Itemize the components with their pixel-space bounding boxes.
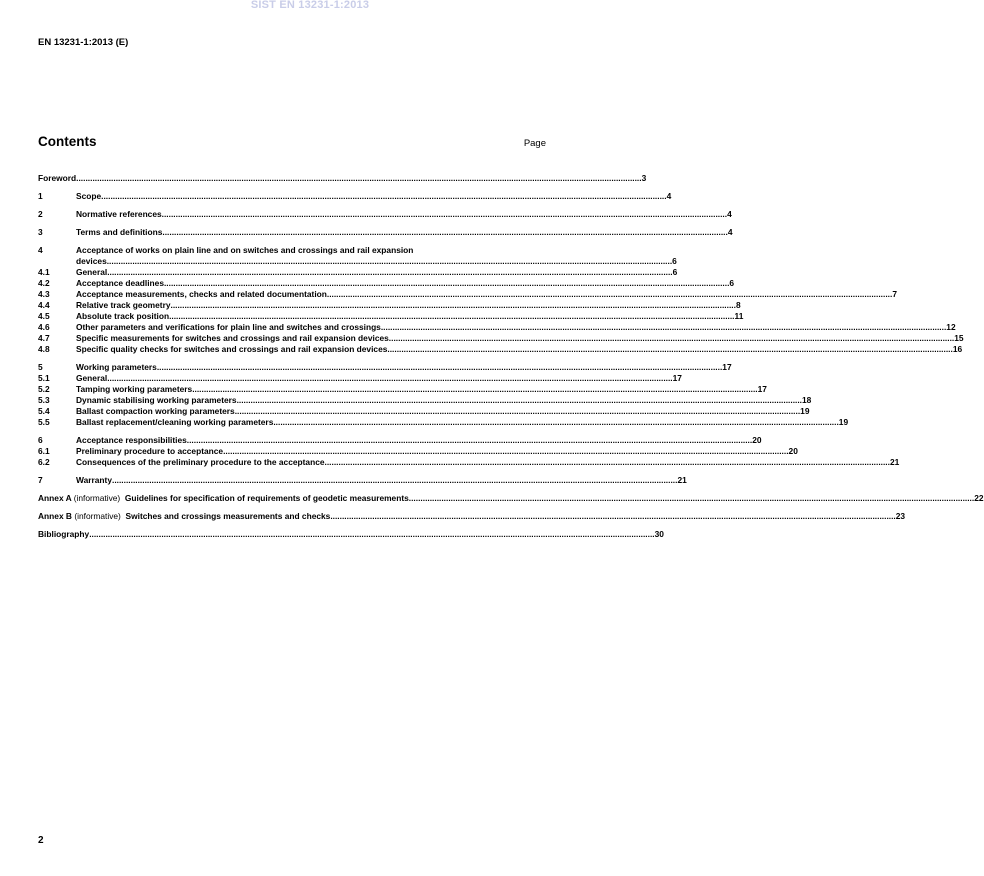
toc-title: Acceptance responsibilities [76, 435, 187, 445]
dot-leader [273, 417, 838, 428]
toc-title: Consequences of the preliminary procedure to the acceptance [76, 457, 325, 467]
dot-leader [107, 373, 672, 384]
watermark: SIST EN 13231-1:2013 [250, 0, 370, 11]
dot-leader [409, 493, 974, 504]
toc-page: 19 [800, 406, 810, 416]
toc-number: 5.3 [38, 395, 50, 405]
dot-leader [387, 344, 952, 355]
dot-leader [381, 322, 946, 333]
toc-entry-6-1[interactable] [38, 446, 798, 457]
toc-entry-4-continued[interactable] [38, 256, 677, 267]
toc-entry-6[interactable] [38, 435, 762, 446]
toc-page: 4 [727, 209, 732, 219]
toc-number: 6 [38, 435, 43, 445]
toc-title: Acceptance measurements, checks and related documentation [76, 289, 327, 299]
annex-kind: (informative) [73, 493, 121, 503]
toc-title: devices [76, 256, 107, 266]
toc-title: Ballast replacement/cleaning working parameters [76, 417, 274, 427]
toc-page: 17 [672, 373, 682, 383]
toc-entry-foreword[interactable] [38, 173, 647, 184]
toc-title: Absolute track position [76, 311, 170, 321]
toc-entry-annex-b[interactable] [38, 511, 906, 522]
toc-title: General [76, 373, 108, 383]
toc-page: 6 [672, 256, 677, 266]
toc-title: Ballast compaction working parameters [76, 406, 235, 416]
toc-page: 3 [641, 173, 647, 183]
toc-entry-5-2[interactable] [38, 384, 767, 395]
toc-page: 21 [677, 475, 687, 485]
dot-leader [107, 267, 672, 278]
dot-leader [171, 300, 736, 311]
dot-leader [237, 395, 802, 406]
dot-leader [327, 289, 892, 300]
toc-entry-4-1[interactable] [38, 267, 678, 278]
toc-title: Switches and crossings measurements and checks [125, 511, 331, 521]
page-number: 2 [38, 835, 44, 846]
toc-title: Other parameters and verifications for plain line and switches and crossings [76, 322, 381, 332]
toc-number: 5.2 [38, 384, 50, 394]
toc-number: 5 [38, 362, 43, 372]
toc-entry-3[interactable] [38, 227, 733, 238]
dot-leader [325, 457, 890, 468]
toc-title: Dynamic stabilising working parameters [76, 395, 237, 405]
toc-number: 4 [38, 245, 43, 255]
toc-page: 30 [654, 529, 664, 539]
dot-leader [223, 446, 788, 457]
toc-title: Specific measurements for switches and crossings and rail expansion devices [76, 333, 389, 343]
toc-title: Guidelines for specification of requirements of geodetic measurements [124, 493, 409, 503]
toc-entry-4-6[interactable] [38, 322, 956, 333]
toc-title: Acceptance deadlines [76, 278, 164, 288]
toc-number: 6.1 [38, 446, 50, 456]
dot-leader [89, 529, 654, 540]
toc-entry-5-3[interactable] [38, 395, 812, 406]
toc-page: 20 [752, 435, 762, 445]
toc-page: 8 [735, 300, 741, 310]
annex-kind: (informative) [74, 511, 121, 521]
toc-entry-4-7[interactable] [38, 333, 964, 344]
dot-leader [164, 278, 729, 289]
toc-number: 4.4 [38, 300, 50, 310]
contents-title: Contents [38, 134, 97, 149]
toc-page: 12 [946, 322, 956, 332]
toc-title: Working parameters [76, 362, 157, 372]
toc-number: 6.2 [38, 457, 50, 467]
toc-page: 23 [895, 511, 906, 521]
toc-title: Specific quality checks for switches and crossings and rail expansion devices [76, 344, 388, 354]
toc-title: General [76, 267, 108, 277]
toc-page: 20 [788, 446, 798, 456]
toc-title: Relative track geometry [76, 300, 171, 310]
toc-page: 4 [727, 227, 733, 237]
toc-number: 4.6 [38, 322, 50, 332]
toc-title: Foreword [38, 173, 77, 183]
dot-leader [389, 333, 954, 344]
toc-title: Bibliography [38, 529, 90, 539]
toc-page: 22 [974, 493, 984, 503]
toc-entry-2[interactable] [38, 209, 732, 220]
annex-label: Annex A [38, 493, 72, 503]
toc-number: 5.4 [38, 406, 50, 416]
toc-entry-4-4[interactable] [38, 300, 741, 311]
toc-number: 1 [38, 191, 43, 201]
toc-entry-annex-a[interactable] [38, 493, 984, 504]
toc-number: 4.1 [38, 267, 50, 277]
toc-title: Tamping working parameters [76, 384, 193, 394]
toc-entry-1[interactable] [38, 191, 672, 202]
toc-entry-6-2[interactable] [38, 457, 900, 468]
toc-page: 7 [892, 289, 897, 299]
dot-leader [112, 475, 677, 486]
dot-leader [157, 362, 722, 373]
toc-entry-4-3[interactable] [38, 289, 897, 300]
page-column-label: Page [523, 138, 546, 149]
toc-number: 4.7 [38, 333, 50, 343]
toc-number: 3 [38, 227, 43, 237]
toc-entry-5[interactable] [38, 362, 732, 373]
dot-leader [169, 311, 734, 322]
toc-page: 4 [666, 191, 672, 201]
toc-title: Scope [76, 191, 102, 201]
dot-leader [187, 435, 752, 446]
dot-leader [76, 173, 641, 184]
dot-leader [235, 406, 800, 417]
toc-page: 11 [734, 311, 744, 321]
toc-number: 4.2 [38, 278, 50, 288]
document-id: EN 13231-1:2013 (E) [38, 37, 129, 48]
toc-title: Acceptance of works on plain line and on switches and crossings and rail expansion [76, 245, 414, 255]
toc-page: 6 [729, 278, 735, 288]
toc-number: 4.8 [38, 344, 50, 354]
toc-number: 5.1 [38, 373, 50, 383]
dot-leader [162, 227, 727, 238]
dot-leader [107, 256, 672, 267]
toc-entry-bibliography[interactable] [38, 529, 664, 540]
dot-leader [101, 191, 666, 202]
table-of-contents [38, 173, 984, 540]
toc-number: 5.5 [38, 417, 50, 427]
toc-number: 7 [38, 475, 43, 485]
toc-entry-4-2[interactable] [38, 278, 735, 289]
toc-title: Normative references [76, 209, 162, 219]
dot-leader [162, 209, 727, 220]
toc-entry-5-5[interactable] [38, 417, 849, 428]
annex-label: Annex B [38, 511, 72, 521]
toc-number: 4.3 [38, 289, 50, 299]
toc-number: 2 [38, 209, 43, 219]
toc-page: 18 [802, 395, 812, 405]
toc-page: 17 [757, 384, 767, 394]
toc-page: 16 [952, 344, 963, 354]
toc-entry-5-1[interactable] [38, 373, 682, 384]
dot-leader [192, 384, 757, 395]
toc-entry-4-8[interactable] [38, 344, 963, 355]
toc-page: 21 [889, 457, 900, 467]
dot-leader [330, 511, 895, 522]
toc-page: 6 [672, 267, 678, 277]
toc-entry-4[interactable] [38, 245, 546, 256]
toc-title: Warranty [76, 475, 112, 485]
toc-page: 17 [722, 362, 732, 372]
toc-page: 15 [954, 333, 964, 343]
toc-entry-7[interactable] [38, 475, 687, 486]
toc-title: Preliminary procedure to acceptance [76, 446, 224, 456]
toc-page: 19 [838, 417, 849, 427]
toc-number: 4.5 [38, 311, 50, 321]
toc-entry-5-4[interactable] [38, 406, 810, 417]
toc-title: Terms and definitions [76, 227, 163, 237]
toc-entry-4-5[interactable] [38, 311, 744, 322]
